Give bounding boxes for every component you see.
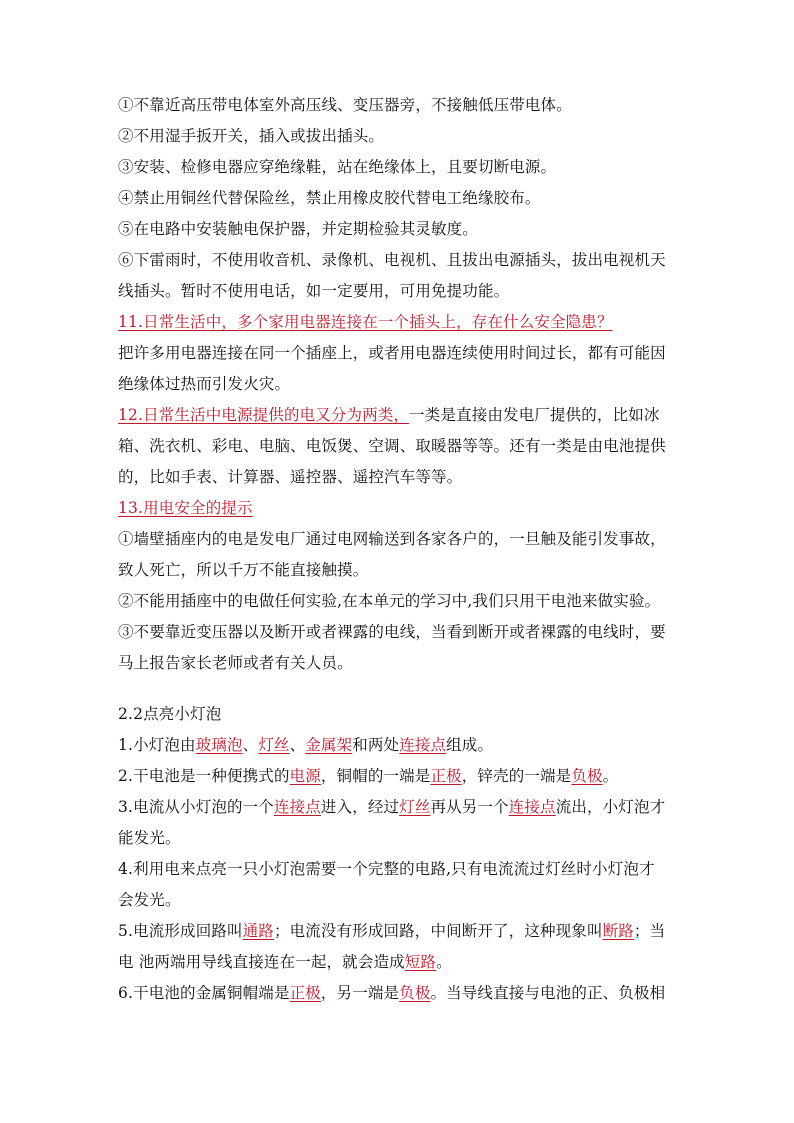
point-text: 、: [242, 736, 259, 754]
point-text: 流出，小灯泡才: [555, 798, 666, 816]
keyword: 通路: [242, 922, 274, 940]
point-text: ；电流没有形成回路，中间断开了，这种现象叫: [273, 922, 603, 940]
question-13-tip-line: 致人死亡，所以千万不能直接触摸。: [118, 561, 369, 579]
point-4: 4.利用电来点亮一只小灯泡需要一个完整的电路,只有电流流过灯丝时小灯泡才: [118, 860, 655, 878]
point-3: [118, 792, 678, 823]
point-text: 3.电流从小灯泡的一个: [118, 798, 274, 816]
point-text: 组成。: [446, 736, 494, 754]
point-1: [118, 730, 678, 761]
point-text: 和两处: [352, 736, 400, 754]
question-12-answer-line: 箱、洗衣机、彩电、电脑、电饭煲、空调、取暖器等等。还有一类是由电池提供: [118, 437, 666, 455]
keyword: 短路: [404, 953, 437, 971]
point-text: 。当导线直接与电池的正、负极相: [430, 984, 666, 1002]
point-text: 。: [436, 953, 452, 971]
point-6: [118, 978, 678, 1009]
point-2: [118, 761, 678, 792]
point-3-cont: 能发光。: [118, 829, 181, 847]
point-5: [118, 916, 678, 947]
question-12-text: 一类是直接由发电厂提供的，比如冰: [409, 406, 660, 424]
question-13-tip-line: ③不要靠近变压器以及断开或者裸露的电线，当看到断开或者裸露的电线时，要: [118, 623, 666, 641]
point-text: 进入，经过: [320, 798, 400, 816]
keyword: 负极: [571, 767, 603, 785]
document-content: [118, 90, 678, 1009]
keyword: 连接点: [273, 798, 321, 816]
point-text: 。: [602, 767, 619, 785]
point-5-cont: [118, 947, 678, 978]
question-13-tip-line: ②不能用插座中的电做任何实验,在本单元的学习中,我们只用干电池来做实验。: [118, 592, 661, 610]
keyword: 连接点: [399, 736, 447, 754]
point-text: 2.干电池是一种便携式的: [118, 767, 290, 785]
question-11-answer-line: 把许多用电器连接在同一个插座上，或者用电器连续使用时间过长，都有可能因: [118, 344, 666, 362]
question-11-heading: 11.日常生活中，多个家用电器连接在一个插头上，存在什么安全隐患？: [118, 313, 613, 331]
safety-rule-6-cont: 线插头。暂时不使用电话，如一定要用，可用免提功能。: [118, 282, 510, 300]
point-text: 6.干电池的金属铜帽端是: [118, 984, 290, 1002]
keyword: 负极: [399, 984, 431, 1002]
question-12-answer-line: 的，比如手表、计算器、遥控器、遥控汽车等等。: [118, 468, 463, 486]
point-text: ，铜帽的一端是: [320, 767, 431, 785]
point-4-cont: 会发光。: [118, 891, 181, 909]
point-text: 再从另一个: [430, 798, 509, 816]
point-text: ，锌壳的一端是: [461, 767, 572, 785]
safety-rule-6: ⑥下雷雨时，不使用收音机、录像机、电视机、且拔出电源插头，拔出电视机天: [118, 251, 666, 269]
keyword: 电源: [289, 767, 321, 785]
point-text: 、: [289, 736, 306, 754]
question-12-line: [118, 400, 678, 431]
point-text: 电 池两端用导线直接连在一起，就会造成: [118, 953, 405, 971]
keyword: 正极: [430, 767, 462, 785]
keyword: 金属架: [305, 736, 353, 754]
safety-rule-2: ②不用湿手扳开关，插入或拔出插头。: [118, 127, 385, 145]
section-title: 2.2点亮小灯泡: [118, 705, 222, 723]
safety-rule-5: ⑤在电路中安装触电保护器，并定期检验其灵敏度。: [118, 220, 478, 238]
keyword: 灯丝: [258, 736, 290, 754]
keyword: 断路: [602, 922, 634, 940]
question-13-tip-line: 马上报告家长老师或者有关人员。: [118, 654, 353, 672]
keyword: 灯丝: [399, 798, 431, 816]
question-13-line: [118, 493, 678, 524]
blank-spacer: [118, 679, 678, 699]
keyword: 连接点: [508, 798, 556, 816]
point-text: ；当: [633, 922, 666, 940]
point-text: ，另一端是: [320, 984, 400, 1002]
point-text: 1.小灯泡由: [118, 736, 196, 754]
safety-rule-3: ③安装、检修电器应穿绝缘鞋，站在绝缘体上，且要切断电源。: [118, 158, 557, 176]
question-13-heading: 13.用电安全的提示: [118, 499, 253, 517]
safety-rule-4: ④禁止用铜丝代替保险丝，禁止用橡皮胶代替电工绝缘胶布。: [118, 189, 541, 207]
question-11-answer-line: 绝缘体过热而引发火灾。: [118, 375, 291, 393]
safety-rule-1: ①不靠近高压带电体室外高压线、变压器旁，不接触低压带电体。: [118, 96, 572, 114]
question-12-heading: 12.日常生活中电源提供的电又分为两类，: [118, 406, 410, 424]
keyword: 正极: [289, 984, 321, 1002]
keyword: 玻璃泡: [195, 736, 243, 754]
question-13-tip-line: ①墙壁插座内的电是发电厂通过电网输送到各家各户的，一旦触及能引发事故，: [118, 530, 666, 548]
point-text: 5.电流形成回路叫: [118, 922, 243, 940]
